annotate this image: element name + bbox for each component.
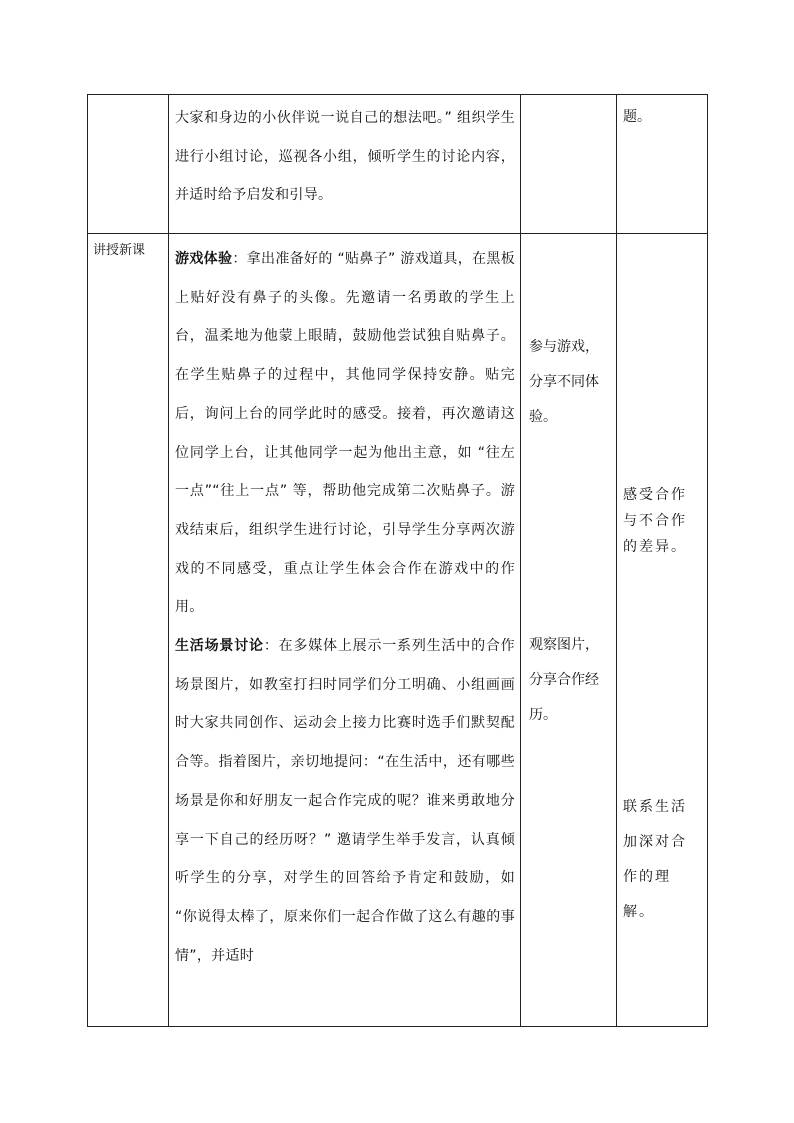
- activity-body: ：拿出准备好的 “贴鼻子” 游戏道具，在黑板上贴好没有鼻子的头像。先邀请一名勇敢的学生上台，温柔地为他蒙上眼睛，鼓励他尝试独自贴鼻子。在学生贴鼻子的过程中，其他同学保持安静。贴完后，询问上台的同学此时的感受。接着，再次邀请这位同学上台，让其他同学一起为他出主意，如 “往左一点”“往上一点” 等，帮助他完成第二次贴鼻子。游戏结束后，组织学生进行讨论，引导学生分享两次游戏的不同感受，重点让学生体会合作在游戏中的作用。: [175, 251, 515, 616]
- table-row: [88, 234, 708, 1027]
- student-activity-cell: [521, 234, 617, 1027]
- student-activity-text: 参与游戏，分享不同体验。: [529, 339, 599, 425]
- teacher-activity-text: 大家和身边的小伙伴说一说自己的想法吧。” 组织学生进行小组讨论，巡视各小组，倾听学生的讨论内容，并适时给予启发和引导。: [175, 110, 515, 204]
- activity-body: ：在多媒体上展示一系列生活中的合作场景图片，如教室打扫时同学们分工明确、小组画画时大家共同创作、运动会上接力比赛时选手们默契配合等。指着图片，亲切地提问：“在生活中，还有哪些场景是你和好朋友一起合作完成的呢？谁来勇敢地分享一下自己的经历呀？” 邀请学生举手发言，认真倾听学生的分享，对学生的回答给予肯定和鼓励，如 “你说得太棒了，原来你们一起合作做了这么有趣的事情”，并适时: [175, 638, 515, 964]
- teacher-activity-cell: [169, 95, 521, 234]
- stage-cell: [88, 95, 169, 234]
- activity-game: [175, 240, 515, 627]
- table-row: [88, 95, 708, 234]
- stage-label: [88, 95, 168, 100]
- design-intent-text: 题。: [623, 109, 651, 125]
- lesson-plan-table: [87, 94, 708, 1027]
- student-activity-text: 观察图片，分享合作经历。: [529, 637, 599, 723]
- student-activity-cell: [521, 95, 617, 234]
- teacher-activity-cell: [169, 234, 521, 1027]
- activity-life-scene: [175, 627, 515, 975]
- design-intent-cell: [617, 95, 708, 234]
- stage-cell: [88, 234, 169, 1027]
- stage-label: 讲授新课: [93, 243, 146, 258]
- design-intent-cell: [617, 234, 708, 1027]
- student-activity-text: [521, 95, 616, 100]
- design-intent-text: 感受合作与不合作的差异。: [623, 487, 687, 555]
- activity-title: 生活场景讨论: [175, 638, 264, 655]
- activity-title: 游戏体验: [175, 251, 233, 267]
- design-intent-text: 联系生活加深对合作的理解。: [623, 799, 687, 920]
